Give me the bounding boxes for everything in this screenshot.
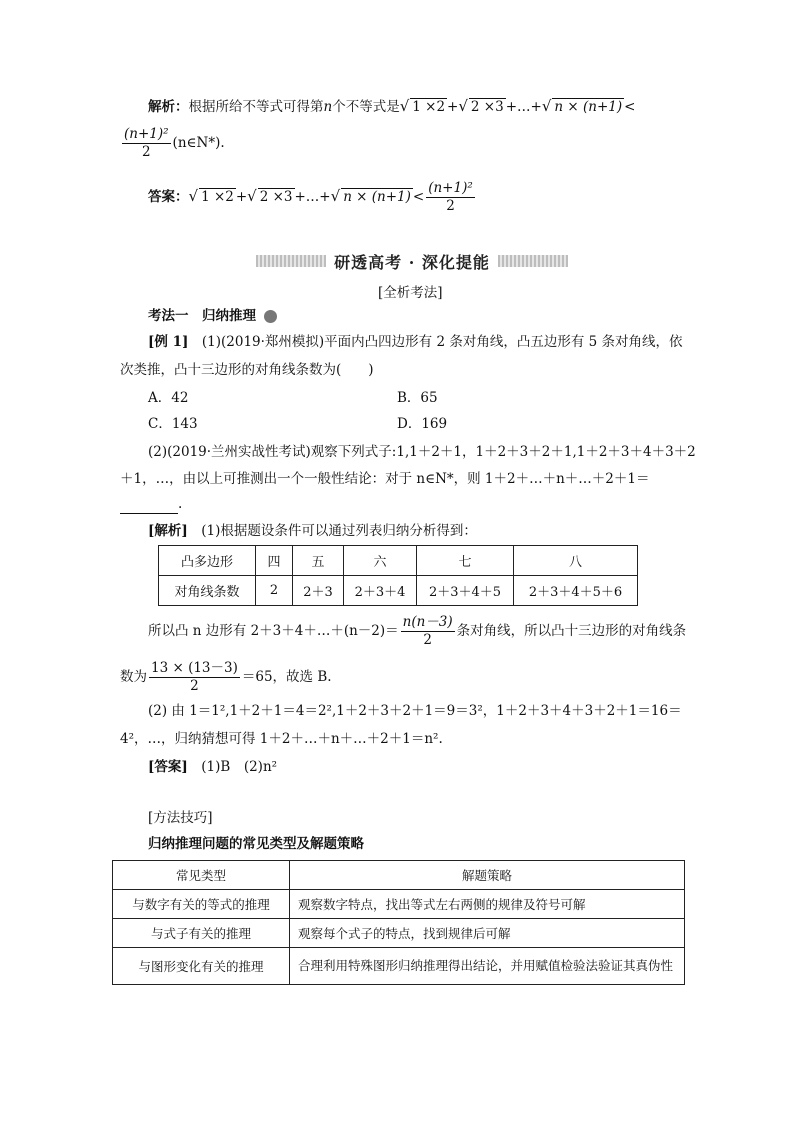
answer1-fraction: $\frac{\text{(n+1)²}}{2}$ xyxy=(428,180,473,214)
table-header-cell: 常见类型 xyxy=(113,861,290,890)
analysis-sqrt1: 1 ×2 xyxy=(412,99,446,115)
example1-line1: [例 1] (1)(2019·郑州模拟)平面内凸四边形有 2 条对角线，凸五边形有 5 条对角线，依 xyxy=(148,334,683,350)
table-cell: 七 xyxy=(417,546,514,576)
solution-label: [解析] xyxy=(148,523,188,539)
table-row xyxy=(113,890,685,919)
solution-part2-line2: 4²，…，归纳猜想可得 1＋2＋…＋n＋…＋2＋1＝n². xyxy=(120,731,443,747)
table-cell: 与图形变化有关的推理 xyxy=(113,948,290,985)
banner-bar-right xyxy=(498,255,568,267)
table-cell: 2＋3＋4＋5＋6 xyxy=(514,576,638,606)
solution-line-a: 所以凸 n 边形有 2＋3＋4＋…＋(n－2)＝ $\frac{n(n-3)}{2}$ 条对角线，所以凸十三边形的对角线条 xyxy=(148,614,687,648)
analysis-line-2 xyxy=(120,126,225,161)
table-cell: 合理利用特殊图形归纳推理得出结论，并用赋值检验法验证其真伪性 xyxy=(290,948,685,985)
tips-title: [方法技巧] xyxy=(148,810,213,826)
tips-subtitle: 归纳推理问题的常见类型及解题策略 xyxy=(148,836,364,852)
table-cell: 对角线条数 xyxy=(159,576,256,606)
example1-line2: 次类推，凸十三边形的对角线条数为( ) xyxy=(120,362,374,378)
table-row xyxy=(159,546,638,576)
answer1-label: 答案： xyxy=(148,189,189,205)
analysis-label: 解析： xyxy=(148,99,189,115)
table-cell: 八 xyxy=(514,546,638,576)
option-d: D．169 xyxy=(397,416,448,432)
option-c: C．143 xyxy=(148,416,198,432)
example1-part2-line2: ＋1，…，由以上可推测出一个一般性结论：对于 n∈N*，则 1＋2＋…＋n＋…＋2＋1＝ xyxy=(120,471,650,487)
method1-title: 考法一 归纳推理 xyxy=(148,306,277,326)
table-row xyxy=(113,919,685,948)
solution-fraction-2: $\frac{13 \times (13-3)}{2}$ xyxy=(151,660,238,694)
diagonal-table xyxy=(158,545,638,606)
strategy-table xyxy=(112,860,685,985)
analysis-fraction: $\frac{\text{(n+1)²}}{2}$ xyxy=(124,126,169,160)
example1-part2-line1: (2)(2019·兰州实战性考试)观察下列式子:1,1＋2＋1，1＋2＋3＋2＋1,1＋2＋3＋4＋3＋2 xyxy=(148,444,696,460)
analysis-sqrt3: n × (n+1) xyxy=(554,99,623,115)
analysis-sqrt2: 2 ×3 xyxy=(470,99,504,115)
answer2-line: [答案] (1)B (2)n² xyxy=(148,759,278,775)
option-b: B．65 xyxy=(397,390,438,406)
table-cell: 2＋3＋4＋5 xyxy=(417,576,514,606)
solution-intro: [解析] (1)根据题设条件可以通过列表归纳分析得到： xyxy=(148,523,477,539)
solution-fraction-1: $\frac{n(n-3)}{2}$ xyxy=(402,614,453,648)
analysis-text2: 个不等式是 xyxy=(332,99,400,115)
banner-bar-left xyxy=(256,255,326,267)
table-cell: 与数字有关的等式的推理 xyxy=(113,890,290,919)
banner-title: 研透高考 · 深化提能 xyxy=(334,252,490,272)
section-banner xyxy=(256,250,568,272)
table-row xyxy=(159,576,638,606)
table-cell: 观察每个式子的特点，找到规律后可解 xyxy=(290,919,685,948)
analysis-var-n: n xyxy=(323,99,333,115)
table-cell: 2＋3＋4 xyxy=(344,576,417,606)
table-cell: 凸多边形 xyxy=(159,546,256,576)
table-row xyxy=(113,948,685,985)
answer1-line: 答案：√ 1 ×2 +√ 2 ×3 +…+√ n × (n+1) < $\frac{\text{(n+1)²}}{2}$ xyxy=(148,180,473,214)
table-cell: 五 xyxy=(293,546,344,576)
answer2-label: [答案] xyxy=(148,759,188,775)
solution-part2-line1: (2) 由 1＝1²,1＋2＋1＝4＝2²,1＋2＋3＋2＋1＝9＝3²，1＋2＋3＋4＋3＋2＋1＝16＝ xyxy=(148,703,682,719)
answer-blank: . xyxy=(120,494,182,514)
example1-label: [例 1] xyxy=(148,334,189,350)
table-cell: 观察数字特点，找出等式左右两侧的规律及符号可解 xyxy=(290,890,685,919)
table-cell: 四 xyxy=(256,546,293,576)
table-header-cell: 解题策略 xyxy=(290,861,685,890)
option-a: A．42 xyxy=(148,390,189,406)
analysis-cond: (n∈N*). xyxy=(172,135,225,151)
analysis-text: 根据所给不等式可得第 xyxy=(188,99,324,115)
marker-dot-icon xyxy=(264,310,277,323)
table-cell: 2 xyxy=(256,576,293,606)
analysis-line: 解析：根据所给不等式可得第n个不等式是√ 1 ×2 +√ 2 ×3 +…+√ n × (n+1) < xyxy=(148,97,636,115)
table-row xyxy=(113,861,685,890)
section-title: [全析考法] xyxy=(378,285,443,301)
table-cell: 2＋3 xyxy=(293,576,344,606)
solution-line-b: 数为 $\frac{13 \times (13-3)}{2}$ ＝65，故选 B. xyxy=(120,660,332,694)
table-cell: 与式子有关的推理 xyxy=(113,919,290,948)
table-cell: 六 xyxy=(344,546,417,576)
